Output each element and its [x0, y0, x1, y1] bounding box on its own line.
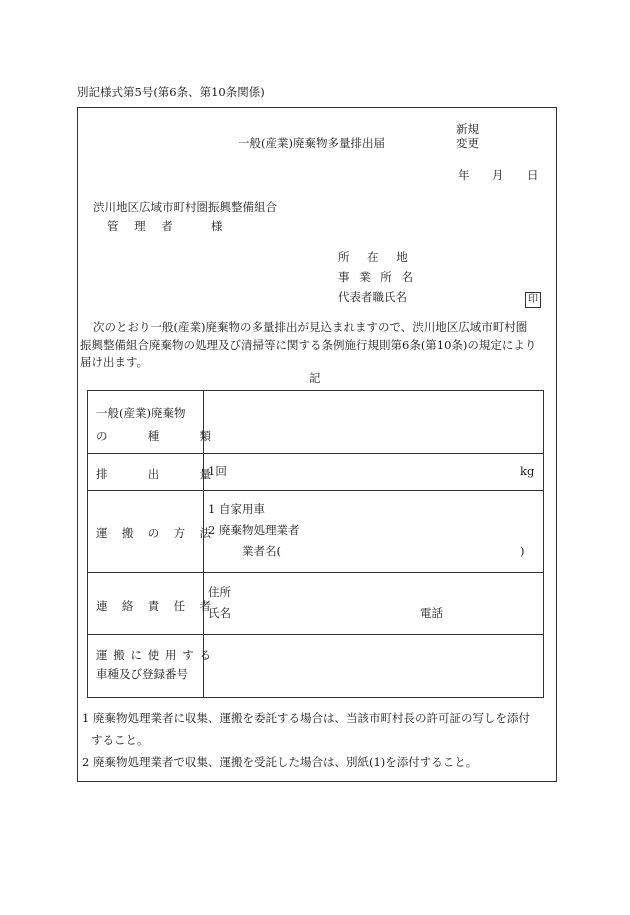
option-own-vehicle: 1 自家用車: [208, 502, 265, 516]
table-row-divider: [88, 634, 543, 635]
type-change: 変更: [456, 136, 479, 150]
contact-name-label: 氏名: [208, 606, 231, 620]
label-char: す: [182, 648, 194, 662]
addressee-title-chars: [107, 219, 179, 233]
table-row-divider: [88, 572, 543, 573]
table-row-divider: [88, 453, 543, 454]
note-1-line2: すること。: [91, 733, 149, 747]
label-char: 方: [173, 526, 186, 540]
label-char: 用: [165, 648, 177, 662]
transport-method-label: [88, 525, 217, 541]
label-char: 使: [147, 648, 160, 662]
label-char: 任: [173, 599, 186, 613]
contact-person-label: [88, 598, 217, 614]
ki-heading: 記: [309, 371, 321, 385]
label-char: 絡: [121, 599, 134, 613]
amount-unit: kg: [520, 464, 535, 478]
representative-label: 代表者職氏名: [338, 290, 407, 304]
label-char: 類: [199, 429, 211, 443]
waste-type-label-line2: [88, 428, 217, 444]
note-1-line1: 1 廃棄物処理業者に収集、運搬を委託する場合は、当該市町村長の許可証の写しを添付: [82, 711, 530, 725]
label-char: 法: [199, 526, 211, 540]
label-char: 搬: [121, 526, 134, 540]
type-new: 新規: [456, 122, 479, 136]
label-char: の: [96, 429, 108, 443]
label-char: に: [130, 648, 142, 662]
label-char: の: [147, 526, 160, 540]
date-year: 年: [458, 168, 470, 182]
vendor-name-label: 業者名(: [242, 544, 281, 558]
vehicle-info-label-line2: 車種及び登録番号: [96, 667, 188, 681]
addressee-sama: 様: [211, 219, 223, 233]
label-char: 排: [96, 467, 108, 481]
form-title: 一般(産業)廃棄物多量排出届: [238, 136, 385, 150]
note-2: 2 廃棄物処理業者で収集、運搬を受託した場合は、別紙(1)を添付すること。: [82, 755, 478, 769]
details-table: [87, 390, 544, 698]
waste-type-label-line1: 一般(産業)廃棄物: [96, 406, 186, 420]
label-char: 連: [96, 599, 108, 613]
body-text-line1: 次のとおり一般(産業)廃棄物の多量排出が見込まれますので、渋川地区広域市町村圏: [93, 320, 528, 334]
label-char: 種: [147, 429, 160, 443]
label-char: 出: [147, 467, 160, 481]
vendor-name-close: ): [520, 544, 525, 558]
label-char: る: [199, 648, 211, 662]
contact-phone-label: 電話: [420, 606, 443, 620]
addressee-title: [107, 219, 179, 233]
body-text-line2: 振興整備組合廃棄物の処理及び清掃等に関する条例施行規則第6条(第10条)の規定により: [80, 338, 537, 352]
body-text-line3: 届け出ます。: [80, 355, 149, 369]
label-char: 搬: [113, 648, 125, 662]
label-char: 者: [199, 599, 211, 613]
form-reference: 別記様式第5号(第6条、第10条関係): [77, 85, 265, 99]
seal-stamp: 印: [525, 292, 541, 308]
label-char: 量: [199, 467, 211, 481]
discharge-amount-label: [88, 466, 217, 482]
date-day: 日: [527, 168, 539, 182]
table-row-divider: [88, 490, 543, 491]
address-label: 所 在 地: [338, 250, 415, 264]
business-name-label: 事 業 所 名: [338, 270, 416, 284]
option-waste-contractor: 2 廃棄物処理業者: [208, 523, 300, 537]
addressee-title-text: 管 理 者: [107, 219, 179, 233]
label-char: 運: [96, 648, 108, 662]
date-month: 月: [492, 168, 504, 182]
label-char: 運: [96, 526, 108, 540]
per-time-text: 1回: [208, 464, 227, 478]
addressee-org: 渋川地区広域市町村圏振興整備組合: [93, 200, 277, 214]
vehicle-info-label-line1: [88, 647, 217, 663]
label-char: 責: [147, 599, 160, 613]
contact-address-label: 住所: [208, 585, 231, 599]
